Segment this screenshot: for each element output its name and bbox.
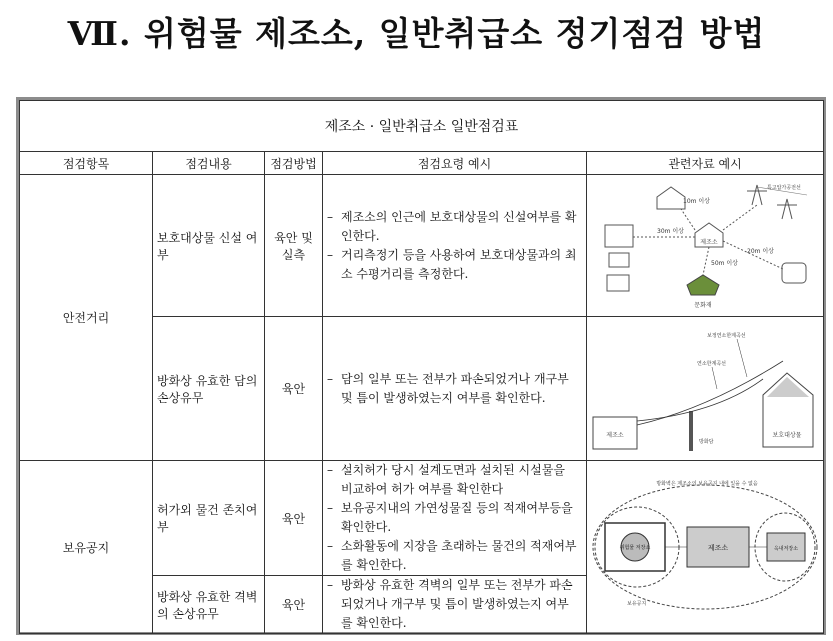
distance-figure-cell xyxy=(587,175,824,317)
hospital-icon xyxy=(609,253,629,267)
factory-label: 제조소 xyxy=(700,239,718,246)
method-cell: 육안 xyxy=(265,317,323,461)
method-cell: 육안 xyxy=(265,461,323,576)
svg-text:보유공지: 보유공지 xyxy=(627,600,647,607)
svg-text:위험물 저장소: 위험물 저장소 xyxy=(619,544,651,551)
content-cell: 방화상 유효한 격벽의 손상유무 xyxy=(153,576,265,634)
tips-cell xyxy=(323,317,587,461)
svg-text:20m 이상: 20m 이상 xyxy=(747,248,774,255)
table-row xyxy=(20,461,824,576)
tip-text: – 소화활동에 지장을 초래하는 물건의 적재여부를 확인한다. xyxy=(341,537,578,575)
tip-text: – 담의 일부 또는 전부가 파손되었거나 개구부 및 틈이 발생하였는지 여부를 확인한다. xyxy=(341,370,578,408)
method-cell: 육안 xyxy=(265,576,323,634)
tip-text: – 제조소의 인근에 보호대상물의 신설여부를 확인한다. xyxy=(341,208,578,246)
school-icon xyxy=(605,225,633,247)
svg-text:제조소: 제조소 xyxy=(606,432,624,439)
house-icon xyxy=(657,187,685,209)
tip-text: – 거리측정기 등을 사용하여 보호대상물과의 최소 수평거리를 측정한다. xyxy=(341,246,578,284)
content-cell: 방화상 유효한 담의 손상유무 xyxy=(153,317,265,461)
combustion-limit-curve xyxy=(637,379,763,421)
svg-text:50m 이상: 50m 이상 xyxy=(711,260,738,267)
fire-wall-diagram xyxy=(587,317,823,457)
svg-text:보호대상물: 보호대상물 xyxy=(772,432,802,439)
inspection-table xyxy=(19,100,824,634)
page-title: Ⅶ. 위험물 제조소, 일반취급소 정기점검 방법 xyxy=(67,14,766,53)
svg-text:방화담: 방화담 xyxy=(699,439,714,445)
open-space-diagram xyxy=(587,467,823,625)
header-method: 점검방법 xyxy=(265,152,323,175)
item-cell: 보유공지 xyxy=(20,461,153,634)
tips-cell xyxy=(323,175,587,317)
method-cell: 육안 및 실측 xyxy=(265,175,323,317)
tips-cell xyxy=(323,576,587,634)
svg-text:30m 이상: 30m 이상 xyxy=(657,228,684,235)
corrected-limit-curve xyxy=(637,361,783,425)
svg-text:10m 이상: 10m 이상 xyxy=(683,198,710,205)
gas-tank-icon xyxy=(782,263,806,283)
tip-text: – 방화상 유효한 격벽의 일부 또는 전부가 파손되었거나 개구부 및 틈이 발생하였는지 여부를 확인한다. xyxy=(341,576,578,633)
header-item: 점검항목 xyxy=(20,152,153,175)
svg-text:특고압가공전선: 특고압가공전선 xyxy=(767,185,801,191)
wall-figure-cell xyxy=(587,317,824,461)
safety-distance-diagram xyxy=(587,175,823,313)
tips-cell xyxy=(323,461,587,576)
svg-text:연소한계곡선: 연소한계곡선 xyxy=(697,361,726,367)
theater-icon xyxy=(607,275,629,291)
tip-text: – 설치허가 당시 설계도면과 설치된 시설물을 비교하여 허가 여부를 확인한다 xyxy=(341,461,578,499)
inspection-table-frame xyxy=(16,97,826,635)
fire-wall xyxy=(689,411,693,451)
content-cell: 보호대상물 신설 여부 xyxy=(153,175,265,317)
header-content: 점검내용 xyxy=(153,152,265,175)
svg-text:문화재: 문화재 xyxy=(694,302,712,309)
tip-text: – 보유공지내의 가연성물질 등의 적재여부등을 확인한다. xyxy=(341,499,578,537)
svg-text:옥내저장소: 옥내저장소 xyxy=(773,545,799,552)
space-figure-cell xyxy=(587,461,824,634)
header-reference: 관련자료 예시 xyxy=(587,152,824,175)
item-cell: 안전거리 xyxy=(20,175,153,461)
header-tips: 점검요령 예시 xyxy=(323,152,587,175)
svg-text:방화벽은 제조소의 보유공지 내에 있을 수 없음: 방화벽은 제조소의 보유공지 내에 있을 수 없음 xyxy=(656,480,758,487)
content-cell: 허가외 물건 존치여부 xyxy=(153,461,265,576)
heritage-icon xyxy=(687,275,719,295)
svg-text:보정연소한계곡선: 보정연소한계곡선 xyxy=(707,333,746,339)
table-caption: 제조소 · 일반취급소 일반점검표 xyxy=(20,101,824,152)
pylon-icon xyxy=(777,199,797,219)
svg-text:제조소: 제조소 xyxy=(707,543,729,552)
table-row xyxy=(20,175,824,317)
